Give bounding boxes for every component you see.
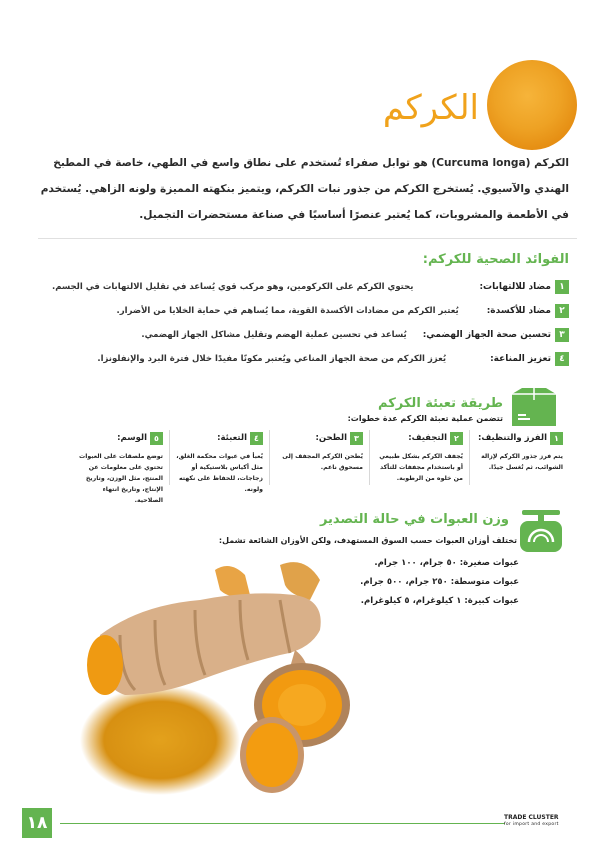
number-badge: ١: [555, 280, 569, 294]
number-badge: ٥: [150, 432, 163, 445]
weights-subtitle: تختلف أوزان العبوات حسب السوق المستهدف، ولكن الأوزان الشائعة تشمل:: [218, 536, 517, 545]
benefit-label: مضاد للأكسدة:: [486, 306, 551, 316]
step-desc: يتم فرز جذور الكركم لإزالة الشوائب، ثم تُغسل جيدًا.: [481, 453, 563, 471]
packing-steps: [70, 430, 569, 504]
packing-title: طريقة تعبئة الكركم: [378, 396, 503, 411]
weight-item: عبوات صغيرة: ٥٠ جرام، ١٠٠ جرام.: [374, 558, 519, 568]
step-desc: يُطحن الكركم المجفف إلى مسحوق ناعم.: [282, 453, 363, 471]
scale-icon: [518, 508, 564, 554]
step-desc: يُجفف الكركم بشكل طبيعي أو باستخدام مجففات للتأكد من خلوه من الرطوبة.: [379, 453, 463, 482]
benefit-item: [141, 328, 569, 342]
page-title: الكركم: [382, 88, 479, 128]
weight-item: عبوات كبيرة: ١ كيلوغرام، ٥ كيلوغرام.: [360, 596, 519, 606]
packing-step: [269, 430, 369, 485]
benefit-desc: يُعزز الكركم من صحة الجهاز المناعي ويُعتبر مكونًا مفيدًا خلال فترة البرد والإنفلونزا.: [97, 354, 447, 364]
number-badge: ٢: [450, 432, 463, 445]
turmeric-powder-image: [487, 60, 577, 150]
step-desc: يُعبأ في عبوات محكمة الغلق، مثل أكياس بلاستيكية أو زجاجات، للحفاظ على نكهته ولونه.: [176, 453, 263, 493]
weights-title: وزن العبوات في حالة التصدير: [319, 512, 509, 527]
number-badge: ٣: [350, 432, 363, 445]
step-label: التجفيف:: [408, 433, 447, 443]
benefit-item: [52, 280, 569, 294]
step-desc: توضع ملصقات على العبوات تحتوي على معلومات عن المنتج، مثل الوزن، وتاريخ الإنتاج، وتاريخ انتهاء الصلاحية.: [78, 453, 163, 504]
brand-name: TRADE CLUSTER: [504, 814, 559, 821]
turmeric-root-image: [80, 555, 370, 800]
brand-tagline: for import and export: [504, 822, 559, 827]
number-badge: ٤: [555, 352, 569, 366]
packing-step: [169, 430, 269, 493]
benefits-title: الفوائد الصحية للكركم:: [422, 252, 569, 267]
benefit-desc: يُعتبر الكركم من مضادات الأكسدة القوية، مما يُساهم في حماية الخلايا من الأضرار.: [116, 306, 459, 316]
packing-step: [369, 430, 469, 485]
packing-subtitle: تتضمن عملية تعبئة الكركم عدة خطوات:: [347, 414, 503, 423]
benefit-desc: يُساعد في تحسين عملية الهضم وتقليل مشاكل الجهاز الهضمي.: [141, 330, 407, 340]
step-label: الوسم:: [117, 433, 147, 443]
page-number: ١٨: [22, 808, 52, 838]
number-badge: ٢: [555, 304, 569, 318]
number-badge: ٣: [555, 328, 569, 342]
weight-item: عبوات متوسطة: ٢٥٠ جرام، ٥٠٠ جرام.: [360, 577, 519, 587]
benefit-label: تحسين صحة الجهاز الهضمي:: [422, 330, 551, 340]
number-badge: ١: [550, 432, 563, 445]
step-label: الطحن:: [315, 433, 347, 443]
box-icon: [508, 388, 560, 428]
benefit-desc: يحتوي الكركم على الكركومين، وهو مركب قوي يُساعد في تقليل الالتهابات في الجسم.: [51, 282, 414, 292]
benefit-item: [117, 304, 569, 318]
intro-paragraph: الكركم (Curcuma longa) هو توابل صفراء تُستخدم على نطاق واسع في الطهي، خاصة في المطبخ الهندي والآسيوي. يُستخرج الكركم من جذور نبات الكركم، ويتميز بنكهته المميزة ولونه الزاهي. يُستخدم في الأطعمة والمشروبات، كما يُعتبر عنصرًا أساسيًا في صناعة مستحضرات التجميل.: [40, 157, 569, 221]
benefit-label: مضاد للالتهابات:: [479, 282, 551, 292]
step-label: الفرز والتنظيف:: [478, 433, 547, 443]
divider: [38, 238, 577, 239]
step-label: التعبئة:: [217, 433, 247, 443]
footer-divider: [60, 823, 505, 824]
benefit-label: تعزيز المناعة:: [490, 354, 551, 364]
packing-step: [70, 430, 169, 504]
number-badge: ٤: [250, 432, 263, 445]
packing-step: [469, 430, 569, 485]
brand-logo: [504, 814, 559, 828]
benefit-item: [97, 352, 569, 366]
